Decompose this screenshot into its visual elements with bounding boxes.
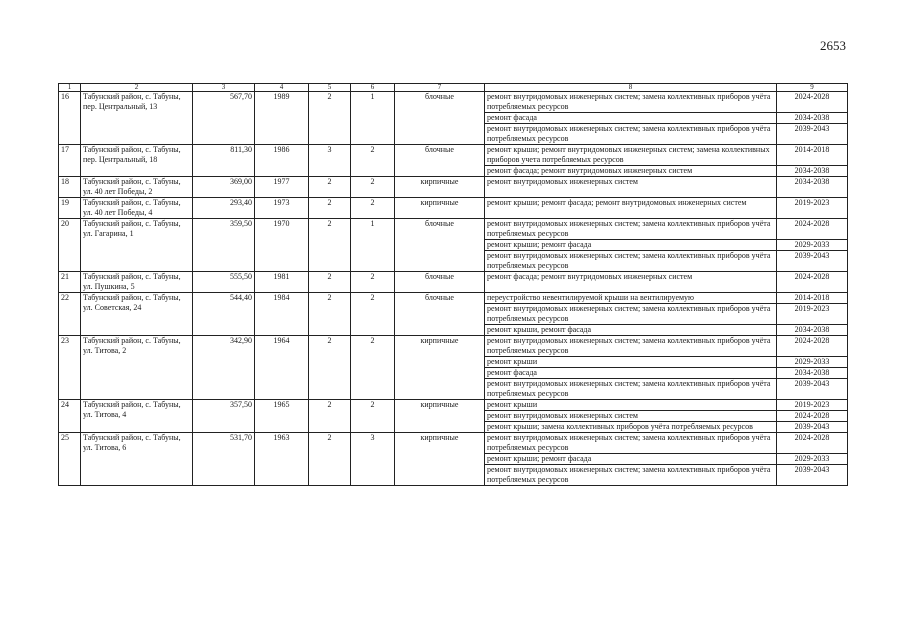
- building-floors: 3: [309, 145, 351, 177]
- repair-period: 2024-2028: [777, 219, 848, 240]
- building-area: 369,00: [193, 177, 255, 198]
- table-row: [59, 433, 848, 454]
- building-area: 811,30: [193, 145, 255, 177]
- building-address: Табунский район, с. Табуны, пер. Центральный, 18: [81, 145, 193, 177]
- repair-period: 2024-2028: [777, 433, 848, 454]
- wall-material: блочные: [395, 293, 485, 336]
- row-number: 16: [59, 92, 81, 145]
- repair-work: ремонт внутридомовых инженерных систем: [485, 177, 777, 198]
- building-area: 544,40: [193, 293, 255, 336]
- building-floors: 2: [309, 336, 351, 400]
- row-number: 23: [59, 336, 81, 400]
- building-floors: 2: [309, 198, 351, 219]
- repair-work: ремонт внутридомовых инженерных систем; замена коллективных приборов учёта потребляемых ресурсов: [485, 336, 777, 357]
- repair-period: 2034-2038: [777, 177, 848, 198]
- wall-material: кирпичные: [395, 433, 485, 486]
- wall-material: кирпичные: [395, 336, 485, 400]
- repair-work: ремонт внутридомовых инженерных систем; замена коллективных приборов учёта потребляемых ресурсов: [485, 433, 777, 454]
- building-floors: 2: [309, 219, 351, 272]
- row-number: 19: [59, 198, 81, 219]
- column-number: 9: [777, 84, 848, 92]
- repair-work: ремонт фасада; ремонт внутридомовых инженерных систем: [485, 272, 777, 293]
- building-year: 1965: [255, 400, 309, 433]
- building-entrances: 3: [351, 433, 395, 486]
- building-year: 1977: [255, 177, 309, 198]
- column-number: 1: [59, 84, 81, 92]
- column-number-row: [59, 84, 848, 92]
- row-number: 24: [59, 400, 81, 433]
- table-body: [59, 84, 848, 486]
- repair-period: 2039-2043: [777, 379, 848, 400]
- building-year: 1973: [255, 198, 309, 219]
- page-number: 2653: [820, 38, 846, 53]
- building-address: Табунский район, с. Табуны, ул. 40 лет Победы, 2: [81, 177, 193, 198]
- table-row: [59, 145, 848, 166]
- building-year: 1984: [255, 293, 309, 336]
- repair-schedule-table: [58, 83, 848, 486]
- building-area: 342,90: [193, 336, 255, 400]
- building-floors: 2: [309, 272, 351, 293]
- building-entrances: 1: [351, 92, 395, 145]
- repair-work: ремонт крыши: [485, 400, 777, 411]
- column-number: 7: [395, 84, 485, 92]
- column-number: 5: [309, 84, 351, 92]
- building-address: Табунский район, с. Табуны, ул. Советская, 24: [81, 293, 193, 336]
- building-address: Табунский район, с. Табуны, ул. Титова, 4: [81, 400, 193, 433]
- repair-work: ремонт фасада: [485, 368, 777, 379]
- building-address: Табунский район, с. Табуны, ул. Титова, 6: [81, 433, 193, 486]
- table-row: [59, 400, 848, 411]
- building-entrances: 2: [351, 198, 395, 219]
- repair-period: 2029-2033: [777, 454, 848, 465]
- column-number: 3: [193, 84, 255, 92]
- column-number: 8: [485, 84, 777, 92]
- building-address: Табунский район, с. Табуны, пер. Центральный, 13: [81, 92, 193, 145]
- row-number: 20: [59, 219, 81, 272]
- building-area: 357,50: [193, 400, 255, 433]
- repair-work: ремонт внутридомовых инженерных систем; замена коллективных приборов учёта потребляемых ресурсов: [485, 379, 777, 400]
- building-address: Табунский район, с. Табуны, ул. 40 лет Победы, 4: [81, 198, 193, 219]
- table-row: [59, 219, 848, 240]
- table-row: [59, 92, 848, 113]
- column-number: 4: [255, 84, 309, 92]
- building-entrances: 2: [351, 400, 395, 433]
- wall-material: кирпичные: [395, 177, 485, 198]
- repair-work: ремонт внутридомовых инженерных систем; замена коллективных приборов учёта потребляемых ресурсов: [485, 304, 777, 325]
- building-floors: 2: [309, 293, 351, 336]
- column-number: 6: [351, 84, 395, 92]
- repair-work: ремонт крыши: [485, 357, 777, 368]
- wall-material: блочные: [395, 145, 485, 177]
- repair-work: ремонт крыши; ремонт фасада: [485, 240, 777, 251]
- building-entrances: 1: [351, 219, 395, 272]
- building-year: 1963: [255, 433, 309, 486]
- repair-period: 2034-2038: [777, 166, 848, 177]
- repair-period: 2034-2038: [777, 113, 848, 124]
- table-row: [59, 198, 848, 219]
- table-row: [59, 177, 848, 198]
- repair-work: ремонт крыши; ремонт фасада: [485, 454, 777, 465]
- repair-period: 2019-2023: [777, 198, 848, 219]
- building-floors: 2: [309, 92, 351, 145]
- repair-work: ремонт фасада: [485, 113, 777, 124]
- row-number: 21: [59, 272, 81, 293]
- repair-period: 2024-2028: [777, 411, 848, 422]
- wall-material: блочные: [395, 92, 485, 145]
- building-entrances: 2: [351, 272, 395, 293]
- building-floors: 2: [309, 177, 351, 198]
- repair-period: 2024-2028: [777, 92, 848, 113]
- repair-work: ремонт крыши; ремонт внутридомовых инженерных систем; замена коллективных приборов учета потребляемых ресурсов: [485, 145, 777, 166]
- repair-period: 2024-2028: [777, 272, 848, 293]
- row-number: 22: [59, 293, 81, 336]
- building-year: 1964: [255, 336, 309, 400]
- repair-work: ремонт внутридомовых инженерных систем; замена коллективных приборов учёта потребляемых ресурсов: [485, 251, 777, 272]
- building-area: 359,50: [193, 219, 255, 272]
- building-entrances: 2: [351, 293, 395, 336]
- building-address: Табунский район, с. Табуны, ул. Пушкина, 5: [81, 272, 193, 293]
- wall-material: блочные: [395, 219, 485, 272]
- building-entrances: 2: [351, 177, 395, 198]
- repair-work: ремонт фасада; ремонт внутридомовых инженерных систем: [485, 166, 777, 177]
- building-floors: 2: [309, 433, 351, 486]
- repair-work: ремонт внутридомовых инженерных систем; замена коллективных приборов учёта потребляемых ресурсов: [485, 465, 777, 486]
- building-area: 531,70: [193, 433, 255, 486]
- building-address: Табунский район, с. Табуны, ул. Титова, 2: [81, 336, 193, 400]
- repair-period: 2019-2023: [777, 304, 848, 325]
- repair-work: ремонт внутридомовых инженерных систем: [485, 411, 777, 422]
- repair-period: 2029-2033: [777, 240, 848, 251]
- repair-period: 2029-2033: [777, 357, 848, 368]
- table-row: [59, 272, 848, 293]
- repair-period: 2034-2038: [777, 325, 848, 336]
- table-row: [59, 293, 848, 304]
- column-number: 2: [81, 84, 193, 92]
- row-number: 25: [59, 433, 81, 486]
- building-address: Табунский район, с. Табуны, ул. Гагарина, 1: [81, 219, 193, 272]
- table-row: [59, 336, 848, 357]
- building-floors: 2: [309, 400, 351, 433]
- repair-work: ремонт крыши, ремонт фасада: [485, 325, 777, 336]
- repair-period: 2039-2043: [777, 124, 848, 145]
- building-entrances: 2: [351, 145, 395, 177]
- building-year: 1970: [255, 219, 309, 272]
- repair-work: переустройство невентилируемой крыши на вентилируемую: [485, 293, 777, 304]
- row-number: 18: [59, 177, 81, 198]
- building-year: 1981: [255, 272, 309, 293]
- repair-period: 2014-2018: [777, 145, 848, 166]
- building-year: 1986: [255, 145, 309, 177]
- repair-work: ремонт внутридомовых инженерных систем; замена коллективных приборов учёта потребляемых ресурсов: [485, 124, 777, 145]
- repair-period: 2039-2043: [777, 251, 848, 272]
- repair-period: 2039-2043: [777, 422, 848, 433]
- repair-period: 2024-2028: [777, 336, 848, 357]
- building-area: 567,70: [193, 92, 255, 145]
- repair-period: 2014-2018: [777, 293, 848, 304]
- repair-work: ремонт крыши; замена коллективных приборов учёта потребляемых ресурсов: [485, 422, 777, 433]
- wall-material: кирпичные: [395, 198, 485, 219]
- building-year: 1989: [255, 92, 309, 145]
- repair-work: ремонт крыши; ремонт фасада; ремонт внутридомовых инженерных систем: [485, 198, 777, 219]
- repair-period: 2034-2038: [777, 368, 848, 379]
- wall-material: кирпичные: [395, 400, 485, 433]
- repair-period: 2039-2043: [777, 465, 848, 486]
- building-area: 293,40: [193, 198, 255, 219]
- row-number: 17: [59, 145, 81, 177]
- building-entrances: 2: [351, 336, 395, 400]
- repair-work: ремонт внутридомовых инженерных систем; замена коллективных приборов учёта потребляемых ресурсов: [485, 92, 777, 113]
- wall-material: блочные: [395, 272, 485, 293]
- repair-period: 2019-2023: [777, 400, 848, 411]
- building-area: 555,50: [193, 272, 255, 293]
- repair-work: ремонт внутридомовых инженерных систем; замена коллективных приборов учёта потребляемых ресурсов: [485, 219, 777, 240]
